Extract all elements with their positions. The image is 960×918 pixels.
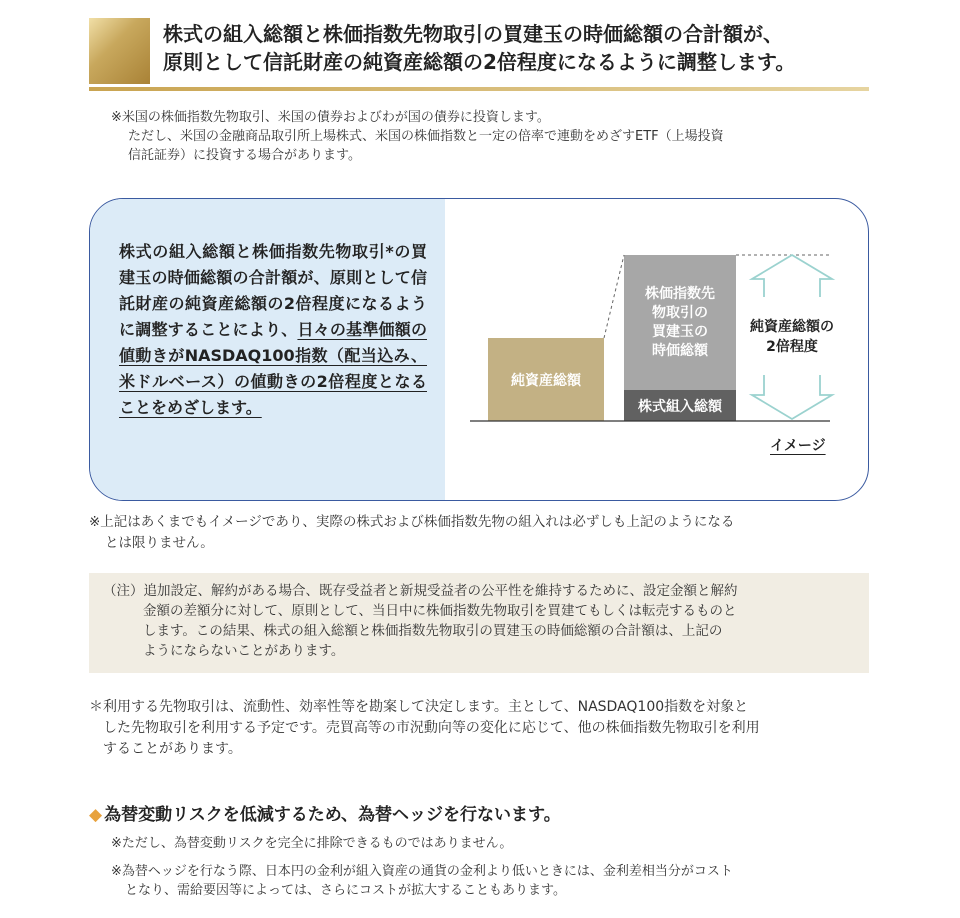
down-arrow-icon — [752, 375, 832, 419]
bar-futures-line-3: 買建玉の — [652, 324, 708, 340]
up-arrow-icon — [752, 255, 832, 297]
caution-text — [103, 581, 859, 661]
investment-note-line-1: ※米国の株価指数先物取引、米国の債券およびわが国の債券に投資します。 — [111, 110, 550, 125]
section-title-text: 為替変動リスクを低減するため、為替ヘッジを行ないます。 — [104, 805, 561, 825]
hedge-note-2 — [111, 862, 881, 900]
caution-line-4: ようにならないことがあります。 — [143, 643, 345, 659]
two-times-line-1: 純資産総額の — [750, 319, 834, 335]
image-disclaimer-line-1: ※上記はあくまでもイメージであり、実際の株式および株価指数先物の組入れは必ずしも上記のようになる — [89, 514, 735, 530]
futures-note-line-2: した先物取引を利用する予定です。売買高等の市況動向等の変化に応じて、他の株価指数先物取引を利用 — [103, 720, 760, 736]
investment-note-line-3: 信託証券）に投資する場合があります。 — [128, 148, 361, 163]
explanation-underlined: 日々の基準価額の値動きがNASDAQ100指数（配当込み、米ドルベース）の値動きの2倍程度となることをめざします。 — [119, 320, 427, 417]
bar-futures-line-2: 物取引の — [652, 305, 708, 321]
title-line-1: 株式の組入総額と株価指数先物取引の買建玉の時価総額の合計額が、 — [163, 22, 783, 46]
bar-stocks-label: 株式組入総額 — [638, 398, 722, 415]
title-line-2: 原則として信託財産の純資産総額の2倍程度になるように調整します。 — [163, 50, 796, 74]
image-disclaimer — [89, 512, 879, 554]
caution-line-2: 金額の差額分に対して、原則として、当日中に株価指数先物取引を買建てもしくは転売するものと — [143, 603, 737, 619]
page-title — [163, 20, 923, 76]
hedge-note-2-line-2: となり、需給要因等によっては、さらにコストが拡大することもあります。 — [125, 883, 566, 898]
explanation-text — [119, 239, 427, 421]
futures-note — [89, 697, 879, 760]
caution-box — [89, 573, 869, 673]
image-disclaimer-line-2: とは限りません。 — [105, 535, 214, 551]
caution-line-1: （注）追加設定、解約がある場合、既存受益者と新規受益者の公平性を維持するために、設定金額と解約 — [103, 583, 738, 599]
explanation-box — [89, 198, 869, 501]
leverage-diagram — [460, 199, 860, 499]
futures-note-line-1: ＊利用する先物取引は、流動性、効率性等を勘案して決定します。主として、NASDAQ100指数を対象と — [89, 699, 749, 715]
diamond-icon: ◆ — [89, 805, 103, 825]
investment-note — [111, 108, 871, 165]
image-label: イメージ — [770, 438, 826, 454]
hedge-note-2-line-1: ※為替ヘッジを行なう際、日本円の金利が組入資産の通貨の金利より低いときには、金利差相当分がコスト — [111, 864, 733, 879]
caution-line-3: します。この結果、株式の組入総額と株価指数先物取引の買建玉の時価総額の合計額は、上記の — [143, 623, 723, 639]
connector-dashed — [604, 255, 624, 338]
investment-note-line-2: ただし、米国の金融商品取引所上場株式、米国の株価指数と一定の倍率で連動をめざすETF（上場投資 — [128, 129, 724, 144]
bar-futures-line-1: 株価指数先 — [645, 286, 715, 302]
header-gold-square — [89, 18, 150, 84]
futures-note-line-3: することがあります。 — [103, 741, 242, 757]
section-title — [89, 800, 561, 825]
bar-net-assets-label: 純資産総額 — [511, 372, 581, 389]
explanation-plain: 株式の組入総額と株価指数先物取引*の買建玉の時価総額の合計額が、原則として信託財産の純資産総額の2倍程度になるように調整することにより、 — [119, 242, 427, 339]
bar-futures-line-4: 時価総額 — [652, 343, 708, 359]
hedge-note-1: ※ただし、為替変動リスクを完全に排除できるものではありません。 — [111, 836, 513, 851]
two-times-line-2: 2倍程度 — [766, 339, 818, 355]
header-rule — [89, 87, 869, 91]
explanation-panel — [90, 199, 445, 500]
two-times-label — [736, 317, 848, 357]
